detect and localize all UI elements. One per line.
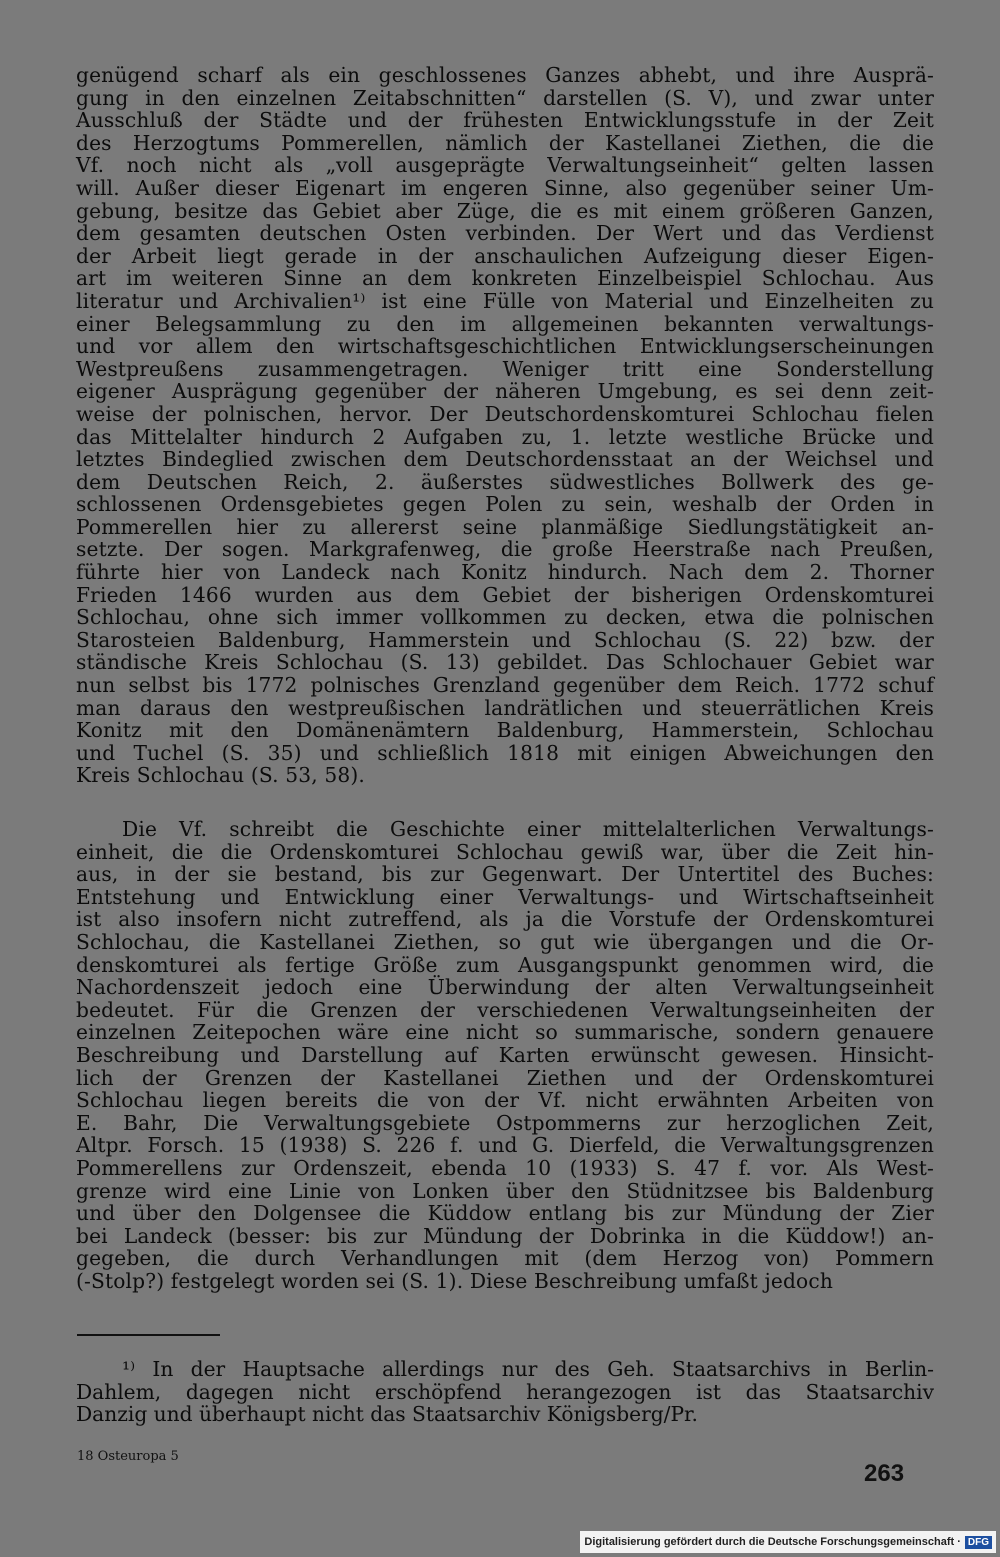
dfg-credit-text: Digitalisierung gefördert durch die Deutsche Forschungsgemeinschaft · (584, 1536, 961, 1548)
text-line: des Herzogtums Pommerellen, nämlich der Kastellanei Ziethen, die die (76, 130, 934, 155)
text-line: gegeben, die durch Verhandlungen mit (dem Herzog von) Pommern (76, 1246, 934, 1271)
footnote-divider (77, 1334, 220, 1336)
text-line: genügend scharf als ein geschlossenes Ganzes abhebt, und ihre Ausprä- (76, 63, 934, 87)
text-line: Beschreibung und Darstellung auf Karten erwünscht gewesen. Hinsicht- (76, 1042, 934, 1067)
footnote (76, 1358, 934, 1426)
text-line: (-Stolp?) festgelegt worden sei (S. 1). Diese Beschreibung umfaßt jedoch (76, 1268, 833, 1293)
text-line: und über den Dolgensee die Küddow entlang bis zur Mündung der Zier (76, 1201, 934, 1226)
text-line: aus, in der sie bestand, bis zur Gegenwart. Der Untertitel des Buches: (76, 862, 934, 887)
footnote-marker: ¹⁾ (122, 1357, 153, 1381)
text-line: Entstehung und Entwicklung einer Verwaltungs- und Wirtschaftseinheit (76, 884, 934, 909)
text-line: Schlochau liegen bereits die von der Vf. nicht erwähnten Arbeiten von (76, 1088, 934, 1113)
page-number: 263 (864, 1460, 905, 1487)
text-line: nun selbst bis 1772 polnisches Grenzland gegenüber dem Reich. 1772 schuf (76, 673, 934, 698)
text-line: bedeutet. Für die Grenzen der verschiedenen Verwaltungseinheiten der (76, 997, 934, 1022)
text-line: schlossenen Ordensgebietes gegen Polen zu sein, weshalb der Orden in (76, 492, 934, 517)
text-line: führte hier von Landeck nach Konitz hindurch. Nach dem 2. Thorner (76, 560, 934, 585)
text-line: Frieden 1466 wurden aus dem Gebiet der bisherigen Ordenskomturei (76, 582, 934, 607)
text-line: und vor allem den wirtschaftsgeschichtlichen Entwicklungserscheinungen (76, 334, 934, 359)
paragraph-2 (76, 818, 934, 1292)
footnote-line (76, 1358, 934, 1381)
text-line: Westpreußens zusammengetragen. Weniger tritt eine Sonderstellung (76, 356, 934, 381)
text-line: und Tuchel (S. 35) und schließlich 1818 mit einigen Abweichungen den (76, 740, 934, 765)
text-line: Die Vf. schreibt die Geschichte einer mittelalterlichen Verwaltungs- (122, 817, 934, 841)
text-line: ist also insofern nicht zutreffend, als ja die Vorstufe der Ordenskomturei (76, 907, 934, 932)
text-line: weise der polnischen, hervor. Der Deutschordenskomturei Schlochau fielen (76, 401, 934, 426)
text-line: Konitz mit den Domänenämtern Baldenburg, Hammerstein, Schlochau (76, 718, 934, 743)
text-line: will. Außer dieser Eigenart im engeren Sinne, also gegenüber seiner Um- (76, 175, 934, 200)
text-line: Nachordenszeit jedoch eine Überwindung der alten Verwaltungseinheit (76, 975, 934, 1000)
text-line: einzelnen Zeitepochen wäre eine nicht so summarische, sondern genauere (76, 1020, 934, 1045)
text-line: Schlochau, die Kastellanei Ziethen, so gut wie übergangen und die Or- (76, 929, 934, 954)
text-line: art im weiteren Sinne an dem konkreten Einzelbeispiel Schlochau. Aus (76, 266, 934, 291)
text-line: einheit, die die Ordenskomturei Schlochau gewiß war, über die Zeit hin- (76, 839, 934, 864)
text-line: gung in den einzelnen Zeitabschnitten“ darstellen (S. V), und zwar unter (76, 85, 934, 110)
text-line: grenze wird eine Linie von Lonken über den Stüdnitzsee bis Baldenburg (76, 1178, 934, 1203)
text-line: Pommerellens zur Ordenszeit, ebenda 10 (1933) S. 47 f. vor. Als West- (76, 1155, 934, 1180)
text-line: dem gesamten deutschen Osten verbinden. Der Wert und das Verdienst (76, 221, 934, 246)
footnote-line: Dahlem, dagegen nicht erschöpfend herangezogen ist das Staatsarchiv (76, 1379, 934, 1404)
text-line: lich der Grenzen der Kastellanei Ziethen und der Ordenskomturei (76, 1065, 934, 1090)
text-line: Starosteien Baldenburg, Hammerstein und Schlochau (S. 22) bzw. der (76, 627, 934, 652)
text-line: Ausschluß der Städte und der frühesten Entwicklungsstufe in der Zeit (76, 108, 934, 133)
text-line: Altpr. Forsch. 15 (1938) S. 226 f. und G. Dierfeld, die Verwaltungsgrenzen (76, 1133, 934, 1158)
text-line: eigener Ausprägung gegenüber der näheren Umgebung, es sei denn zeit- (76, 379, 934, 404)
dfg-credit-bar (580, 1531, 996, 1553)
footnote-text: In der Hauptsache allerdings nur des Geh. Staatsarchivs in Berlin- (152, 1357, 934, 1381)
text-line: gebung, besitze das Gebiet aber Züge, die es mit einem größeren Ganzen, (76, 198, 934, 223)
dfg-logo: DFG (965, 1536, 992, 1549)
text-line: das Mittelalter hindurch 2 Aufgaben zu, 1. letzte westliche Brücke und (76, 424, 934, 449)
text-line: Pommerellen hier zu allererst seine planmäßige Siedlungstätigkeit an- (76, 514, 934, 539)
text-line: man daraus den westpreußischen landrätlichen und steuerrätlichen Kreis (76, 695, 934, 720)
text-line: der Arbeit liegt gerade in der anschaulichen Aufzeigung dieser Eigen- (76, 243, 934, 268)
text-line: Vf. noch nicht als „voll ausgeprägte Verwaltungseinheit“ gelten lassen (76, 153, 934, 178)
text-line: dem Deutschen Reich, 2. äußerstes südwestliches Bollwerk des ge- (76, 469, 934, 494)
text-line: bei Landeck (besser: bis zur Mündung der Dobrinka in die Küddow!) an- (76, 1223, 934, 1248)
paragraph-1 (76, 64, 934, 787)
text-line: ständische Kreis Schlochau (S. 13) gebildet. Das Schlochauer Gebiet war (76, 650, 934, 675)
journal-reference: 18 Osteuropa 5 (77, 1449, 179, 1464)
text-line: letztes Bindeglied zwischen dem Deutschordensstaat an der Weichsel und (76, 447, 934, 472)
text-line: einer Belegsammlung zu den im allgemeinen bekannten verwaltungs- (76, 311, 934, 336)
footnote-line: Danzig und überhaupt nicht das Staatsarchiv Königsberg/Pr. (76, 1402, 698, 1427)
text-line: denskomturei als fertige Größe zum Ausgangspunkt genommen wird, die (76, 952, 934, 977)
text-line: E. Bahr, Die Verwaltungsgebiete Ostpommerns zur herzoglichen Zeit, (76, 1110, 934, 1135)
text-line: Schlochau, ohne sich immer vollkommen zu decken, etwa die polnischen (76, 605, 934, 630)
text-line: setzte. Der sogen. Markgrafenweg, die große Heerstraße nach Preußen, (76, 537, 934, 562)
text-line: Kreis Schlochau (S. 53, 58). (76, 763, 365, 788)
text-line: literatur und Archivalien¹⁾ ist eine Fülle von Material und Einzelheiten zu (76, 288, 934, 313)
